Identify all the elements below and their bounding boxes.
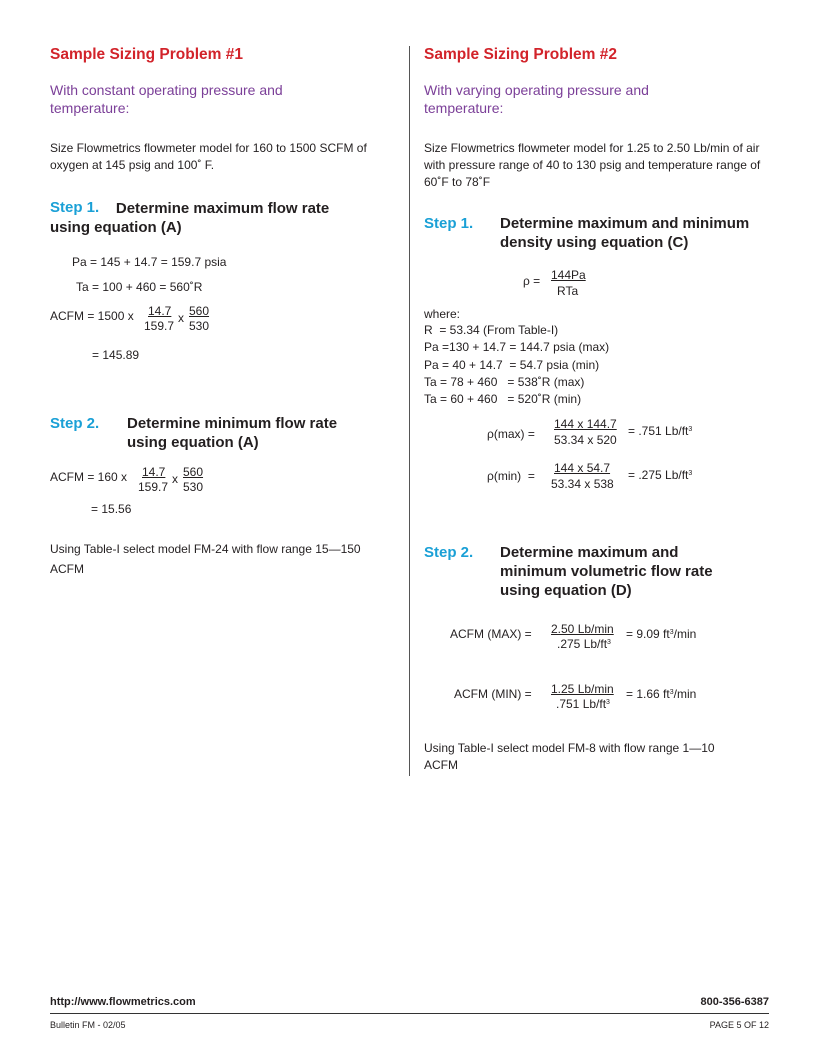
right-intro: Size Flowmetrics flowmeter model for 1.25 to 2.50 Lb/min of air with pressure range of 40 to 130 psig and temperature range of 60˚F to 78˚F	[424, 141, 761, 189]
right-rhomin-result	[628, 467, 692, 483]
right-acfmmin-label: ACFM (MIN) =	[454, 687, 532, 701]
left-step1-heading-block	[50, 199, 340, 237]
right-var-r: R = 53.34 (From Table-I)	[424, 323, 559, 337]
left-acfm2-frac1-den: 159.7	[138, 480, 169, 494]
left-acfm2-result: = 15.56	[91, 502, 132, 516]
right-acfmmin-den	[556, 697, 610, 711]
right-acfmmin-num: 1.25 Lb/min	[551, 682, 614, 696]
right-var-ta-min: Ta = 60 + 460 = 520˚R (min)	[424, 392, 582, 406]
right-acfmmin-result-text: = 1.66 ft	[626, 687, 670, 701]
footer-url-link[interactable]: http://www.flowmetrics.com	[50, 996, 196, 1008]
right-step2-heading-3: using equation (D)	[500, 582, 632, 599]
left-acfm2-frac2-num: 560	[183, 465, 204, 479]
left-acfm1-frac1-den: 159.7	[144, 319, 175, 333]
footer-phone: 800-356-6387	[700, 996, 769, 1008]
left-acfm1-frac2-num: 560	[189, 304, 210, 318]
right-step2-heading-2: minimum volumetric flow rate	[500, 563, 713, 580]
left-acfm1-frac2-den: 530	[189, 319, 210, 333]
right-rhomax-label: ρ(max) =	[487, 427, 535, 441]
right-rhomax-cube: 3	[688, 426, 693, 433]
right-rhomax-result-text: = .751 Lb/ft	[628, 424, 689, 438]
left-acfm2-label: ACFM = 160 x	[50, 470, 128, 484]
left-acfm1-frac1-num: 14.7	[148, 304, 172, 318]
right-acfmmin-den-cube: 3	[606, 699, 610, 706]
left-acfm1-label: ACFM = 1500 x	[50, 309, 134, 323]
right-rhomax-result	[628, 423, 692, 439]
right-rhomax-num: 144 x 144.7	[554, 417, 617, 431]
right-step2-number	[424, 544, 473, 561]
right-where: where:	[424, 307, 461, 321]
footer-page-number: PAGE 5 OF 12	[709, 1020, 769, 1030]
right-rhomin-label: ρ(min) =	[487, 469, 535, 483]
right-acfmmin-result	[626, 686, 696, 702]
right-var-ta-max: Ta = 78 + 460 = 538˚R (max)	[424, 375, 585, 389]
left-eq-ta: Ta = 100 + 460 = 560˚R	[76, 280, 203, 294]
right-acfmmax-result-cube: 3	[669, 629, 674, 636]
right-acfmmax-label: ACFM (MAX) =	[450, 627, 532, 641]
right-acfmmax-den	[557, 637, 611, 651]
left-eq-pa: Pa = 145 + 14.7 = 159.7 psia	[72, 255, 227, 269]
right-step1-number	[424, 215, 473, 232]
right-rhomin-cube: 3	[688, 470, 693, 477]
right-acfmmax-result	[626, 626, 696, 642]
right-title: Sample Sizing Problem #2	[424, 46, 617, 63]
right-rho-num: 144Pa	[551, 268, 586, 282]
right-rho-den: RTa	[557, 284, 579, 298]
right-step2-heading-1: Determine maximum and	[500, 544, 679, 561]
right-var-pa-min: Pa = 40 + 14.7 = 54.7 psia (min)	[424, 358, 600, 372]
left-acfm1-result: = 145.89	[92, 348, 140, 362]
right-step1-heading-2: density using equation (C)	[500, 234, 689, 251]
footer-rule	[50, 1013, 769, 1014]
left-acfm2-times: x	[172, 472, 178, 486]
left-acfm1-times: x	[178, 311, 184, 325]
right-subtitle: With varying operating pressure and temperature:	[424, 82, 649, 116]
right-acfmmax-den-cube: 3	[607, 639, 611, 646]
right-acfmmin-result-cube: 3	[669, 689, 674, 696]
right-acfmmax-unit: /min	[673, 627, 697, 641]
left-conclusion: Using Table-I select model FM-24 with flow range 15—150 ACFM	[50, 542, 361, 576]
right-rhomin-result-text: = .275 Lb/ft	[628, 468, 689, 482]
right-step1-heading-1: Determine maximum and minimum	[500, 215, 750, 232]
left-step1-heading: Determine maximum flow rate using equation (A)	[50, 200, 330, 236]
left-step2-number	[50, 415, 99, 432]
left-acfm2-frac1-num: 14.7	[142, 465, 166, 479]
right-acfmmin-den-text: .751 Lb/ft	[556, 697, 607, 711]
footer-bulletin: Bulletin FM - 02/05	[50, 1020, 126, 1030]
left-title: Sample Sizing Problem #1	[50, 46, 243, 63]
right-step2-num: Step 2.	[424, 544, 474, 561]
right-acfmmax-den-text: .275 Lb/ft	[557, 637, 608, 651]
right-rhomin-num: 144 x 54.7	[554, 461, 611, 475]
left-step1-number: Step 1.	[50, 199, 100, 216]
right-acfmmax-result-text: = 9.09 ft	[626, 627, 670, 641]
left-step2-heading-1: Determine minimum flow rate	[127, 415, 338, 432]
column-divider	[409, 46, 410, 776]
left-intro: Size Flowmetrics flowmeter model for 160 to 1500 SCFM of oxygen at 145 psig and 100˚ F.	[50, 141, 367, 172]
right-acfmmin-unit: /min	[673, 687, 697, 701]
left-subtitle: With constant operating pressure and temperature:	[50, 82, 283, 116]
right-step1-num: Step 1.	[424, 215, 474, 232]
right-rhomax-den: 53.34 x 520	[554, 433, 617, 447]
right-var-pa-max: Pa =130 + 14.7 = 144.7 psia (max)	[424, 340, 610, 354]
left-step2-heading-2: using equation (A)	[127, 434, 259, 451]
left-acfm2-frac2-den: 530	[183, 480, 204, 494]
right-rho-label: ρ =	[523, 274, 541, 288]
right-rhomin-den: 53.34 x 538	[551, 477, 614, 491]
right-acfmmax-num: 2.50 Lb/min	[551, 622, 614, 636]
right-conclusion: Using Table-I select model FM-8 with flow range 1—10 ACFM	[424, 741, 715, 772]
left-step2-num: Step 2.	[50, 415, 100, 432]
